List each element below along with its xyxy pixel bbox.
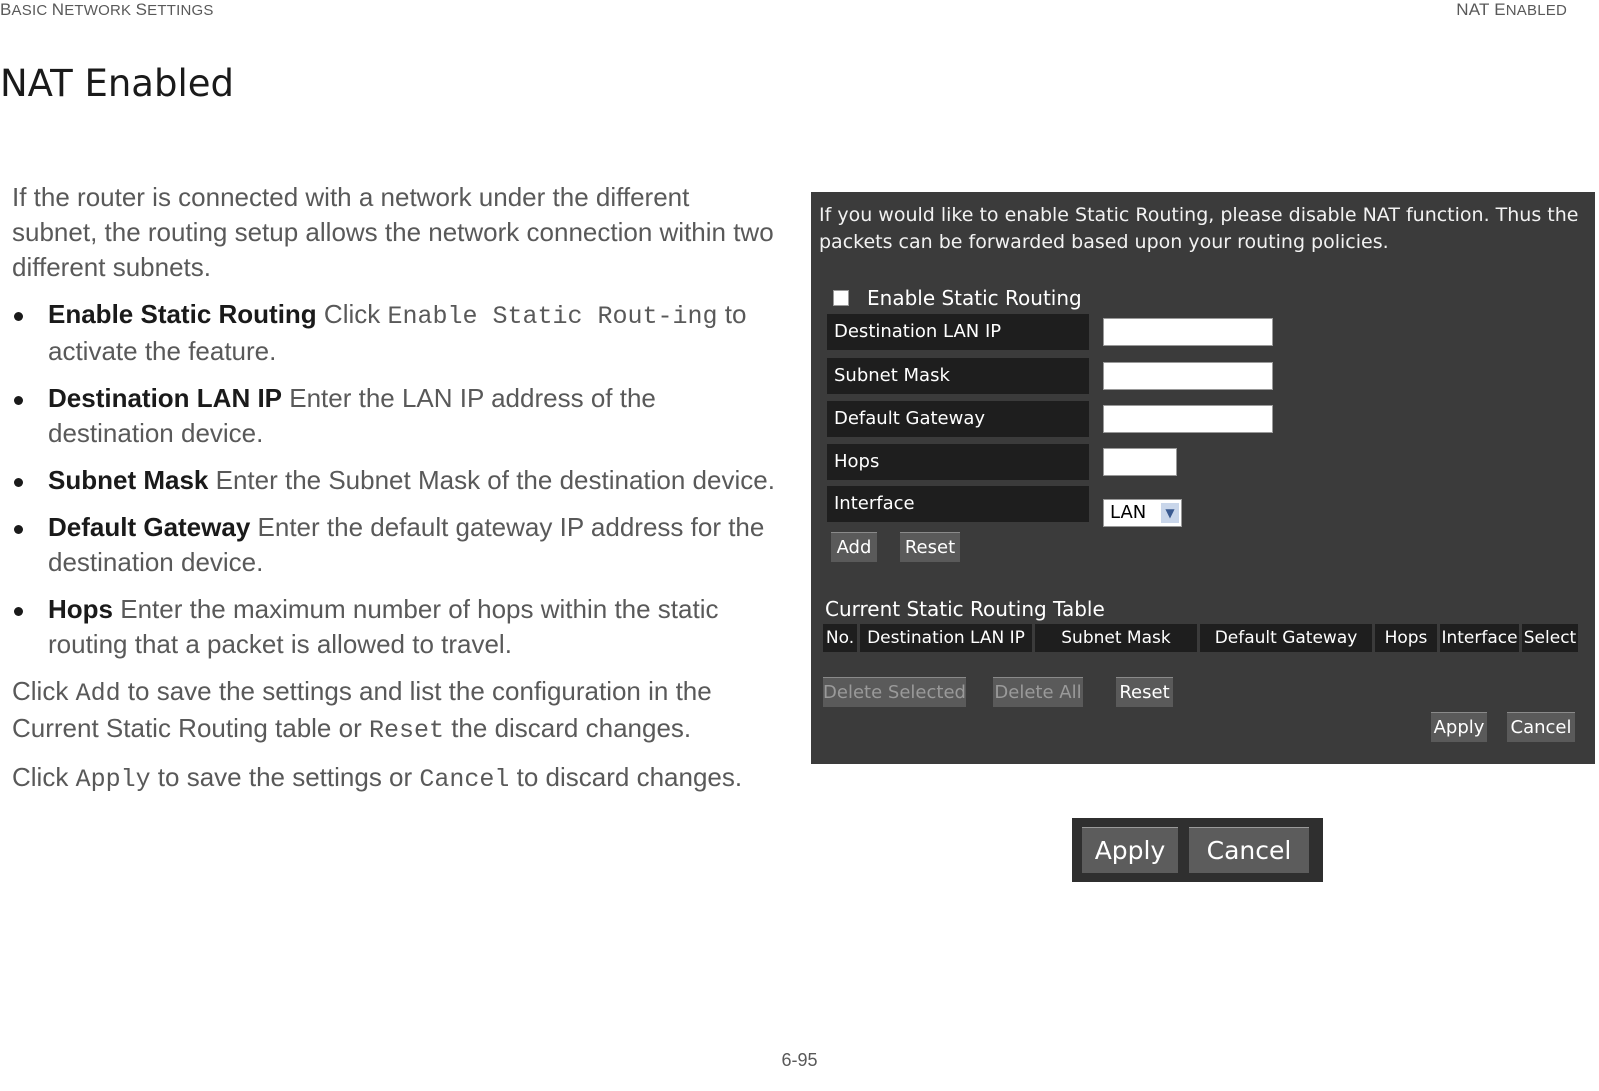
bullet-text: Enter the LAN IP address of the destination device. [48,383,656,448]
bullet-destination-lan-ip [12,381,777,451]
header-left-cap1: B [0,0,12,19]
enable-static-routing-label: Enable Static Routing [867,286,1082,310]
static-routing-panel-screenshot [811,192,1595,764]
header-right-text: NABLED [1505,2,1567,19]
column-header-no: No. [823,624,857,652]
header-right-cap: NAT E [1456,0,1506,19]
page-title: NAT Enabled [0,62,234,105]
header-left-cap3: S [135,0,148,19]
panel-cancel-button[interactable]: Cancel [1507,712,1575,742]
chevron-down-icon[interactable]: ▼ [1161,503,1179,523]
add-paragraph [12,674,777,748]
para-code: Cancel [419,765,510,794]
interface-select[interactable] [1103,499,1182,527]
routing-table-title: Current Static Routing Table [825,597,1105,621]
apply-cancel-screenshot [1072,818,1323,882]
subnet-mask-label: Subnet Mask [827,358,1089,394]
table-reset-button[interactable]: Reset [1116,677,1173,707]
enable-static-routing-checkbox[interactable] [833,290,849,306]
running-header-left [0,0,214,20]
bullet-subnet-mask [12,463,777,498]
bullet-text: to activate the feature. [48,299,747,366]
reset-button[interactable]: Reset [900,532,960,562]
para-text: Click [12,762,76,792]
column-header-select: Select [1522,624,1578,652]
cancel-button[interactable]: Cancel [1189,827,1309,873]
bullet-dot-icon [14,607,23,616]
header-left-text3: ETTINGS [147,2,214,19]
column-header-default-gateway: Default Gateway [1200,624,1372,652]
para-code: Add [75,679,121,708]
hops-input[interactable] [1103,448,1177,476]
panel-intro-text: If you would like to enable Static Routing, please disable NAT function. Thus the packets can be forwarded based upon your routing policies. [819,204,1579,253]
interface-label: Interface [827,486,1089,522]
body-text [12,180,777,809]
default-gateway-input[interactable] [1103,405,1273,433]
page-number: 6-95 [781,1050,818,1070]
add-button[interactable]: Add [831,532,877,562]
para-text: to save the settings and list the configuration in the Current Static Routing table or [12,676,712,743]
column-header-interface: Interface [1440,624,1519,652]
apply-paragraph [12,760,777,797]
bullet-term: Enable Static Routing [48,299,317,329]
bullet-hops [12,592,777,662]
column-header-destination-lan-ip: Destination LAN IP [860,624,1032,652]
para-text: Click [12,676,76,706]
column-header-subnet-mask: Subnet Mask [1035,624,1197,652]
header-left-text2: ETWORK [64,2,136,19]
enable-static-routing-row[interactable] [833,286,1082,310]
bullet-enable-static-routing [12,297,777,369]
para-text: to discard changes. [509,762,743,792]
header-left-text1: ASIC [11,2,52,19]
default-gateway-label: Default Gateway [827,401,1089,437]
bullet-term: Subnet Mask [48,465,209,495]
bullet-text: Enter the maximum number of hops within the static routing that a packet is allowed to travel. [48,594,719,659]
bullet-default-gateway [12,510,777,580]
header-left-cap2: N [51,0,65,19]
bullet-dot-icon [14,312,23,321]
para-text: the discard changes. [443,713,692,743]
bullet-term: Destination LAN IP [48,383,283,413]
bullet-text: Click [316,299,388,329]
intro-paragraph: If the router is connected with a network under the different subnet, the routing setup allows the network connection within two different subnets. [12,182,774,282]
bullet-code: Enable Static Rout-ing [387,302,718,331]
destination-lan-ip-input[interactable] [1103,318,1273,346]
bullet-text: Enter the Subnet Mask of the destination device. [208,465,775,495]
bullet-term: Default Gateway [48,512,251,542]
bullet-dot-icon [14,396,23,405]
subnet-mask-input[interactable] [1103,362,1273,390]
delete-selected-button[interactable]: Delete Selected [823,677,966,707]
apply-button[interactable]: Apply [1082,827,1178,873]
panel-apply-button[interactable]: Apply [1431,712,1487,742]
bullet-dot-icon [14,478,23,487]
delete-all-button[interactable]: Delete All [993,677,1083,707]
running-header-right [1456,0,1567,20]
routing-table-header [823,624,1593,652]
para-code: Reset [368,716,444,745]
interface-select-value: LAN [1110,502,1147,523]
bullet-term: Hops [48,594,113,624]
bullet-dot-icon [14,525,23,534]
para-code: Apply [75,765,151,794]
hops-label: Hops [827,444,1089,480]
column-header-hops: Hops [1375,624,1437,652]
para-text: to save the settings or [150,762,420,792]
bullet-text: Enter the default gateway IP address for the destination device. [48,512,765,577]
destination-lan-ip-label: Destination LAN IP [827,314,1089,350]
